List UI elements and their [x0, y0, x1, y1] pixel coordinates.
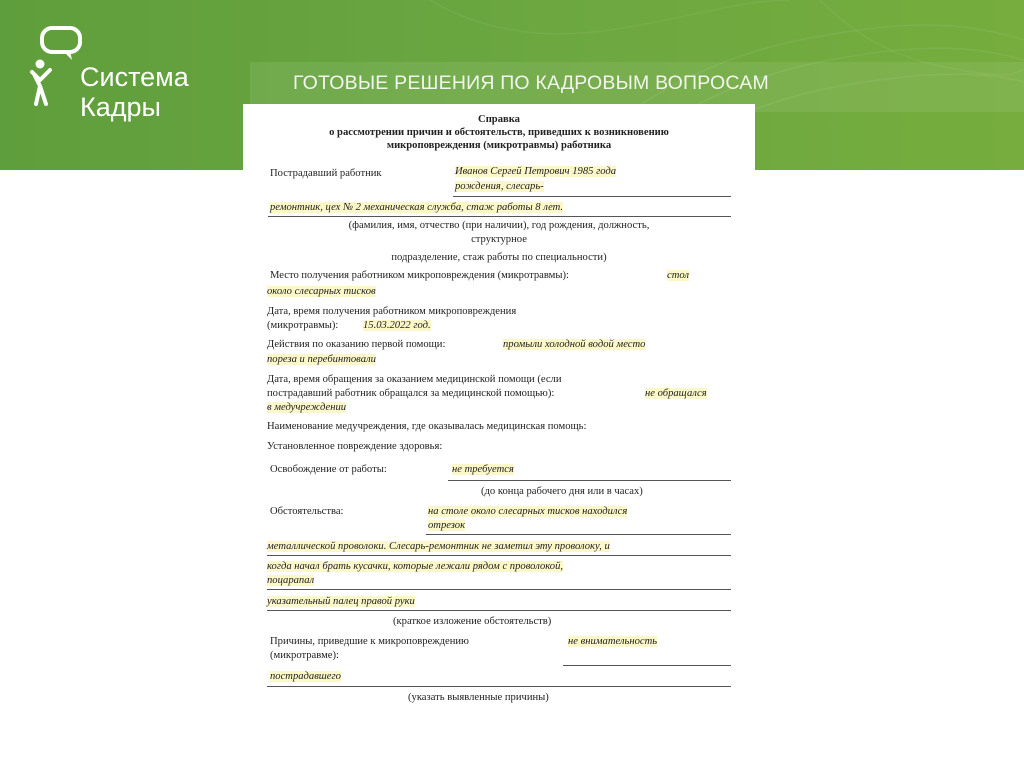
- aid-value-2: пореза и перебинтовали: [267, 354, 376, 365]
- aid-label: Действия по оказанию первой помощи:: [267, 339, 446, 350]
- circ-underline-3: [267, 589, 731, 590]
- circ-value-4: когда начал брать кусачки, которые лежали рядом с проволокой,: [267, 561, 564, 572]
- cause-underline-1: [563, 665, 731, 666]
- place-value-1: стол: [667, 270, 690, 281]
- victim-hint-3: подразделение, стаж работы по специальности): [391, 252, 607, 263]
- place-value-2: около слесарных тисков: [267, 286, 376, 297]
- doc-subtitle-1: о рассмотрении причин и обстоятельств, приведших к возникновению: [329, 127, 669, 138]
- cause-label-2: (микротравме):: [270, 650, 339, 661]
- circ-value-6: указательный палец правой руки: [267, 596, 415, 607]
- victim-label: Пострадавший работник: [270, 168, 382, 179]
- release-hint: (до конца рабочего дня или в часах): [481, 486, 643, 497]
- release-label: Освобождение от работы:: [270, 464, 387, 475]
- logo-line-1: Система: [80, 62, 189, 92]
- victim-hint-2: структурное: [471, 234, 527, 245]
- circ-value-1: на столе около слесарных тисков находился: [428, 506, 628, 517]
- cause-value-1: не внимательность: [568, 636, 658, 647]
- release-underline: [448, 480, 731, 481]
- aid-value-1: промыли холодной водой место: [503, 339, 646, 350]
- facility-label: Наименование медучреждения, где оказывалась медицинская помощь:: [267, 421, 587, 432]
- victim-underline: [453, 196, 731, 197]
- med-value-2: в медучреждении: [267, 402, 347, 413]
- logo-text: [80, 62, 189, 122]
- circ-hint: (краткое изложение обстоятельств): [393, 616, 552, 627]
- victim-value-3: ремонтник, цех № 2 механическая служба, стаж работы 8 лет.: [270, 202, 564, 213]
- victim-value-2: рождения, слесарь-: [455, 181, 544, 192]
- circ-value-5: поцарапал: [267, 575, 315, 586]
- date-label-1: Дата, время получения работником микроповреждения: [267, 306, 517, 317]
- circ-underline-2: [267, 555, 731, 556]
- circ-value-3: металлической проволоки. Слесарь-ремонтник не заметил эту проволоку, и: [267, 541, 610, 552]
- circ-underline-4: [267, 610, 731, 611]
- cause-value-2: пострадавшего: [270, 671, 341, 682]
- circ-value-2: отрезок: [428, 520, 466, 531]
- doc-subtitle-2: микроповреждения (микротравмы) работника: [386, 140, 612, 151]
- release-value: не требуется: [452, 464, 514, 475]
- logo-line-2: Кадры: [80, 92, 161, 122]
- victim-underline-2: [268, 216, 731, 217]
- date-label-2: (микротравмы):: [267, 320, 339, 331]
- cause-hint: (указать выявленные причины): [408, 692, 549, 703]
- cause-underline-2: [267, 686, 731, 687]
- place-label: Место получения работником микроповреждения (микротравмы):: [270, 270, 569, 281]
- med-value-1: не обращался: [645, 388, 707, 399]
- banner-title: ГОТОВЫЕ РЕШЕНИЯ ПО КАДРОВЫМ ВОПРОСАМ: [293, 72, 769, 94]
- victim-value-1: Иванов Сергей Петрович 1985 года: [455, 166, 617, 177]
- injury-label: Установленное повреждение здоровья:: [267, 441, 443, 452]
- victim-hint-1: (фамилия, имя, отчество (при наличии), год рождения, должность,: [348, 220, 650, 231]
- doc-title: Справка: [478, 114, 520, 125]
- med-label-2: пострадавший работник обращался за медицинской помощью):: [267, 388, 555, 399]
- circ-underline-1: [426, 534, 731, 535]
- circ-label: Обстоятельства:: [270, 506, 344, 517]
- med-label-1: Дата, время обращения за оказанием медицинской помощи (если: [267, 374, 562, 385]
- cause-label-1: Причины, приведшие к микроповреждению: [270, 636, 469, 647]
- date-value: 15.03.2022 год.: [363, 320, 431, 331]
- document-sheet: [243, 104, 755, 724]
